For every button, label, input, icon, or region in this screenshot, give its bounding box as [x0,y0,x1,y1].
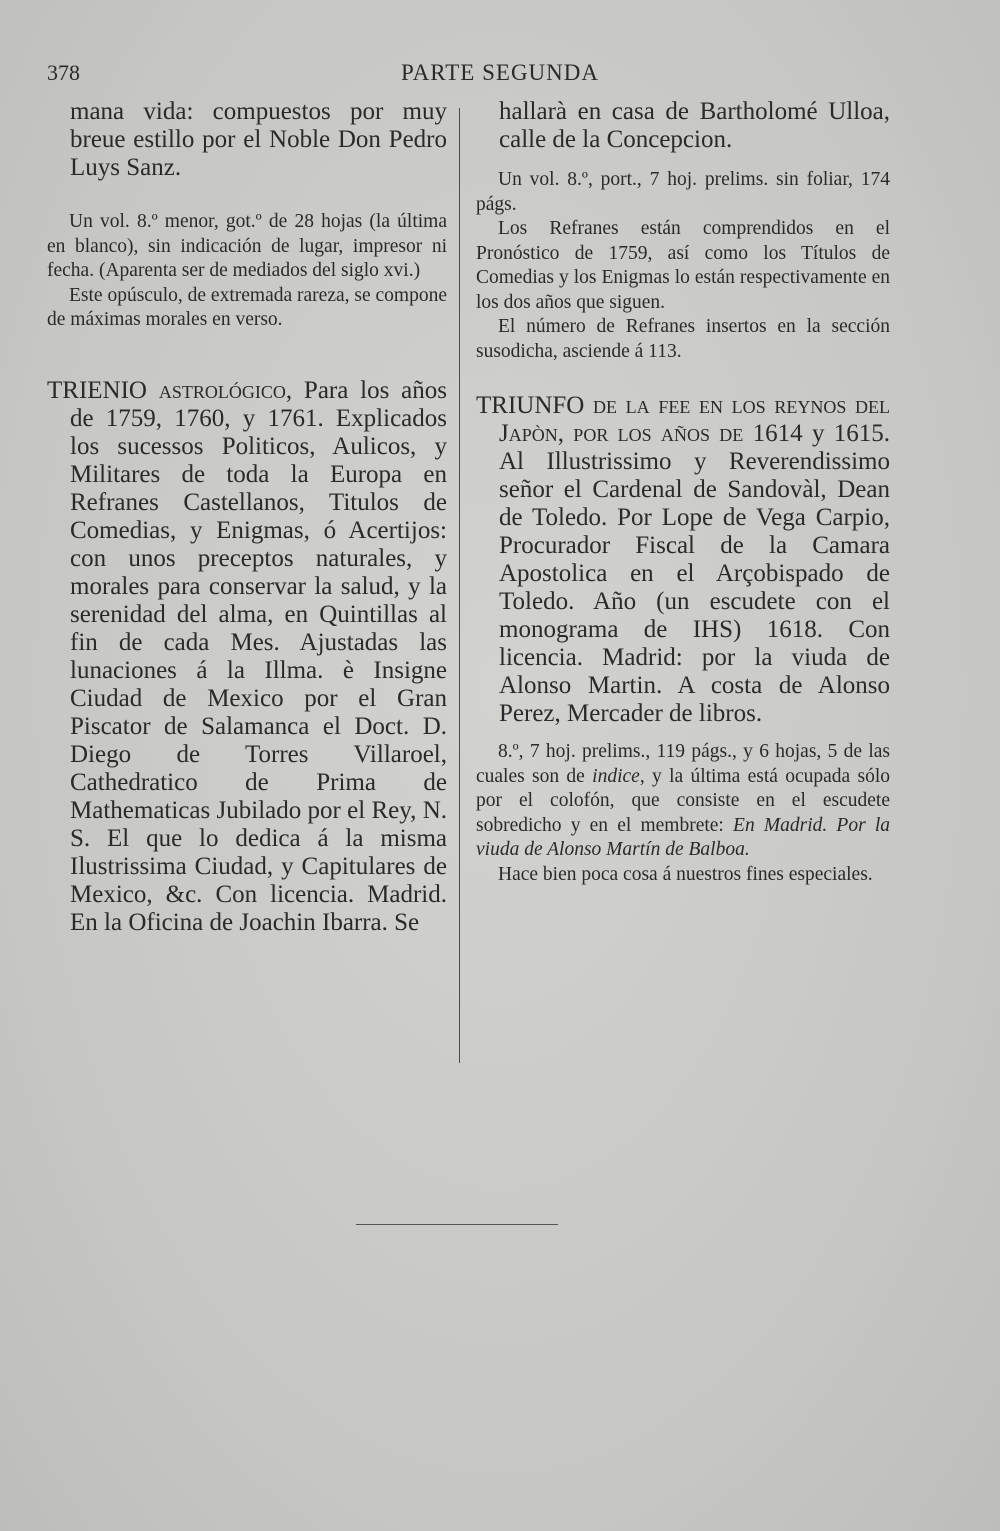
entry3-title: 1614 y 1615. Al Illustrissimo y Reverendissimo señor el Cardenal de Sandovàl, Dean de Toledo. Por Lope de Vega Carpio, Procurador Fiscal de la Camara Apostolica en el Arçobispado de Toledo. Año (un escudete con el monograma de IHS) 1618. Con licencia. Madrid: por la viuda de Alonso Martin. A costa de Alonso Perez, Mercader de libros. [499,420,891,727]
entry2-title-block [47,377,447,937]
entry3-desc-part-b: , y la última está ocupada sólo por el colofón, que consiste en el escudete sobredicho y en el membrete: [476,765,890,836]
column-rule [459,108,460,1063]
entry2-heading-smallcaps: astrológico [158,376,286,404]
footer-rule [356,1224,558,1225]
entry2-heading: TRIENIO [47,376,147,404]
running-head: PARTE SEGUNDA [401,60,599,85]
entry2-note-2: El número de Refranes insertos en la sección susodicha, asciende á 113. [476,316,890,362]
entry3-title-block [476,392,890,728]
entry3-desc-italic-1: indice [592,765,640,787]
entry2-title: , Para los años de 1759, 1760, y 1761. Explicados los sucessos Politicos, Aulicos, y Militares de toda la Europa en Refranes Castellanos, Titulos de Comedias, y Enigmas, ó Acertijos: con unos preceptos naturales, y morales para conservar la salud, y la serenidad del alma, en Quintillas al fin de cada Mes. Ajustadas las lunaciones á la Illma. è Insigne Ciudad de Mexico por el Gran Piscator de Salamanca el Doct. D. Diego de Torres Villaroel, Cathedratico de Prima de Mathematicas Jubilado por el Rey, N. S. El que lo dedica á la misma Ilustrissima Ciudad, y Capitulares de Mexico, &c. Con licencia. Madrid. En la Oficina de Joachin Ibarra. Se [70,376,448,936]
entry1-title: mana vida: compuestos por muy breue estillo por el Noble Don Pedro Luys Sanz. [70,98,447,181]
entry3-desc-part-a: 8.º, 7 hoj. prelims., 119 págs., y 6 hojas, 5 de las cuales son de [476,741,890,787]
entry2-note-1: Los Refranes están comprendidos en el Pronóstico de 1759, así como los Títulos de Comedias y los Enigmas lo están respectivamente en los dos años que siguen. [476,218,890,313]
entry3-heading: TRIUNFO [476,392,585,419]
entry3-heading-smallcaps: de la fee en los reynos del Japòn, por los años de [499,392,890,447]
entry3-desc-italic-2: En Madrid. Por la viuda de Alonso Martín de Balboa. [476,814,890,860]
entry1-note: Este opúsculo, de extremada rareza, se compone de máximas morales en verso. [47,284,447,330]
entry1-description: Un vol. 8.º menor, got.º de 28 hojas (la última en blanco), sin indicación de lugar, impresor ni fecha. (Aparenta ser de mediados del siglo xvi.) [47,211,447,281]
left-column [47,98,447,937]
entry2-description: Un vol. 8.º, port., 7 hoj. prelims. sin foliar, 174 págs. [476,169,890,215]
right-column [476,98,890,887]
entry2-title-continued: hallarà en casa de Bartholomé Ulloa, calle de la Concepcion. [499,98,890,153]
page-number: 378 [47,60,80,85]
entry3-note: Hace bien poca cosa á nuestros fines especiales. [498,863,873,885]
entry3-description [476,740,890,863]
